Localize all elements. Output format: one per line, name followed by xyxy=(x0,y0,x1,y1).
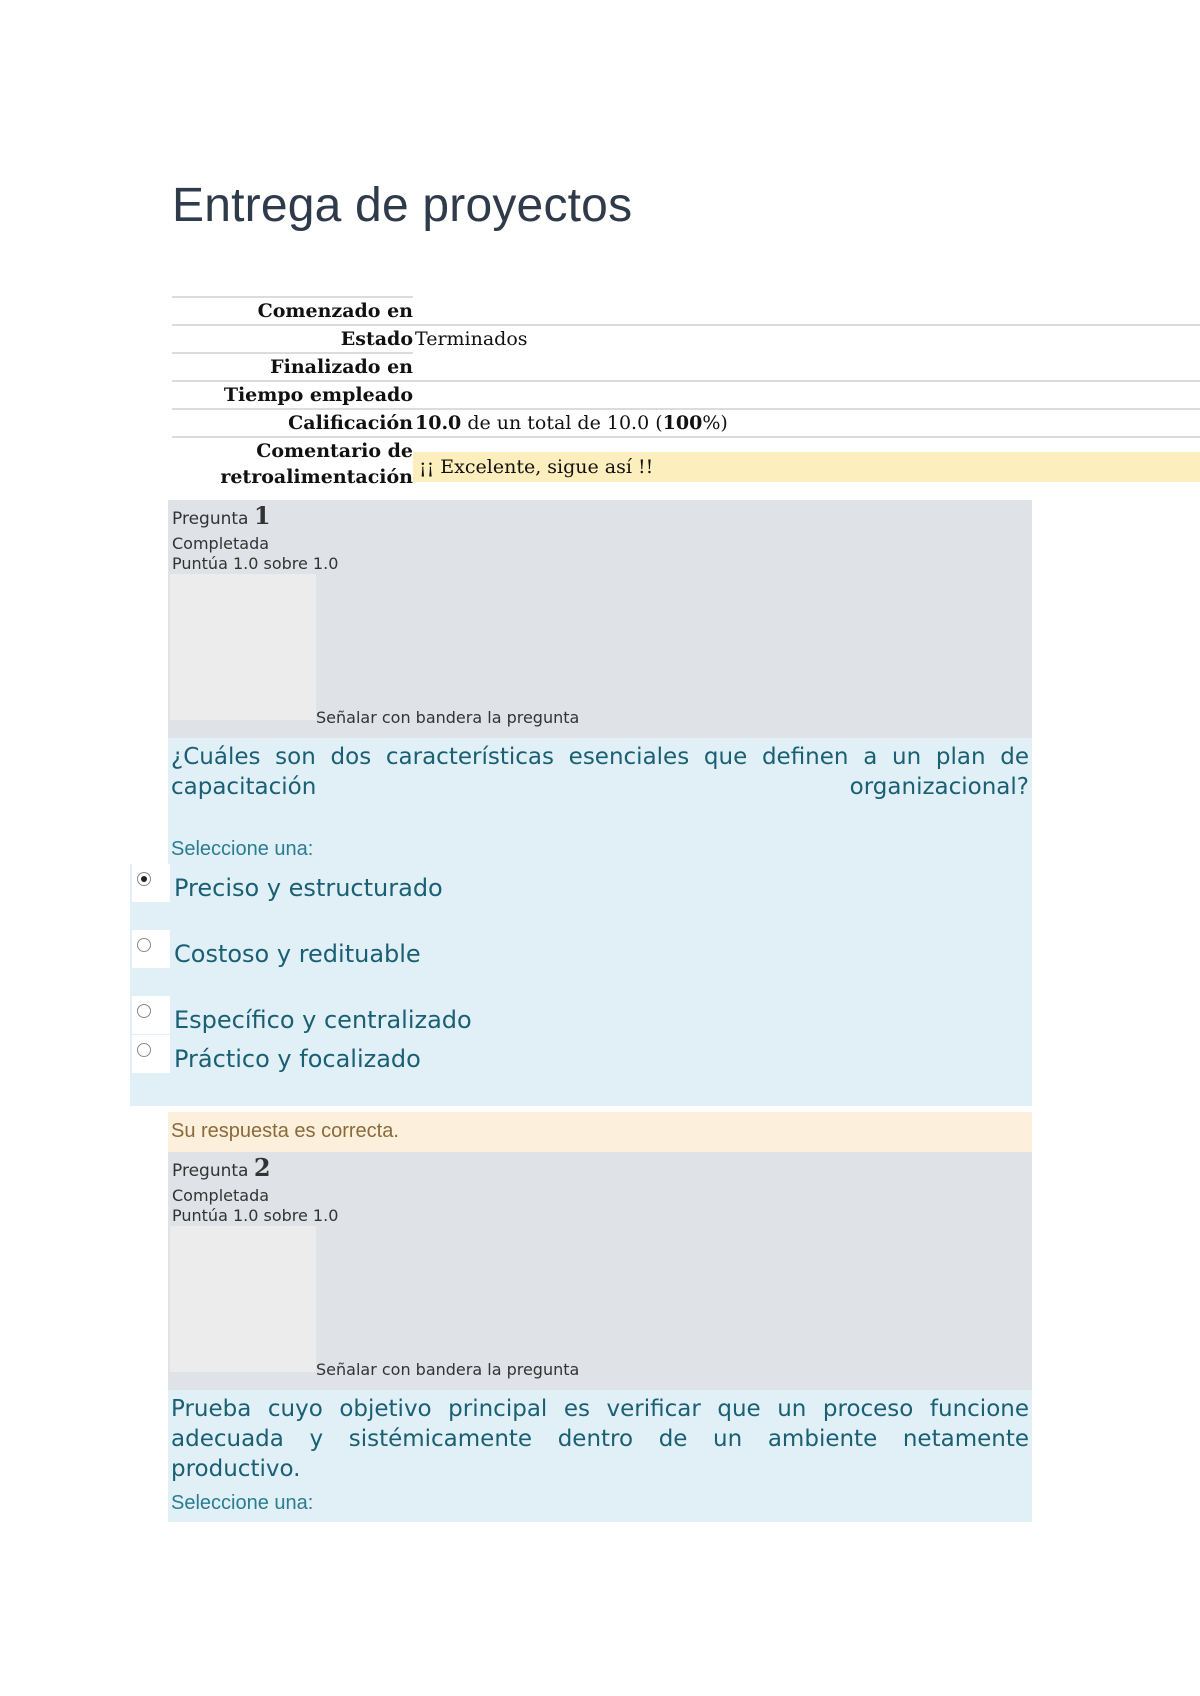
summary-row-grade xyxy=(172,408,1200,436)
answer-option-label: Preciso y estructurado xyxy=(174,874,443,902)
question-2-prefix: Pregunta xyxy=(172,1161,249,1181)
question-2-number: 2 xyxy=(253,1153,271,1182)
question-1-flag-icon[interactable] xyxy=(170,574,316,720)
answer-option[interactable] xyxy=(130,1035,1032,1079)
radio-selected-icon[interactable] xyxy=(137,872,151,886)
grade-label: Calificación xyxy=(288,412,413,434)
question-2-heading xyxy=(172,1153,271,1183)
grade-end: %) xyxy=(702,412,728,434)
question-1-flag-link[interactable]: Señalar con bandera la pregunta xyxy=(316,708,580,727)
attempt-summary-table xyxy=(172,296,1200,490)
answer-option[interactable] xyxy=(130,996,1032,1040)
question-1-select-label: Seleccione una: xyxy=(171,838,314,860)
feedback-label-line-2: retroalimentación xyxy=(220,466,413,488)
status-label: Estado xyxy=(340,328,413,350)
question-2-info xyxy=(168,1152,1032,1390)
radio-icon[interactable] xyxy=(137,1043,151,1057)
grade-value xyxy=(413,410,1200,436)
feedback-label-line-1: Comentario de xyxy=(256,440,413,462)
question-1-heading xyxy=(172,501,271,531)
answer-option-label: Práctico y focalizado xyxy=(174,1045,421,1073)
grade-score: 10.0 xyxy=(415,412,462,434)
answer-option[interactable] xyxy=(130,930,1032,974)
answer-option-label: Específico y centralizado xyxy=(174,1006,472,1034)
question-2-state: Completada xyxy=(172,1186,270,1205)
time-label: Tiempo empleado xyxy=(223,384,413,406)
page-title: Entrega de proyectos xyxy=(172,179,633,232)
question-2-text-line-3: productivo. xyxy=(171,1456,301,1482)
summary-row-status xyxy=(172,324,1200,352)
summary-row-started xyxy=(172,296,413,324)
question-1-number: 1 xyxy=(253,501,271,530)
summary-row-feedback xyxy=(172,436,1200,490)
question-1-prefix: Pregunta xyxy=(172,509,249,529)
status-value: Terminados xyxy=(415,328,528,350)
question-2-select-label: Seleccione una: xyxy=(171,1492,314,1514)
question-1-grade: Puntúa 1.0 sobre 1.0 xyxy=(172,554,339,573)
question-2-flag-icon[interactable] xyxy=(170,1226,316,1372)
feedback-value: ¡¡ Excelente, sigue así !! xyxy=(413,452,1200,482)
question-2-text-line-1: Prueba cuyo objetivo principal es verificar que un proceso funcione xyxy=(171,1396,1029,1422)
feedback-label xyxy=(172,438,413,490)
grade-mid: de un total de 10.0 ( xyxy=(461,412,663,434)
question-1-state: Completada xyxy=(172,534,270,553)
question-1-options xyxy=(130,864,1032,1106)
answer-option-label: Costoso y redituable xyxy=(174,940,421,968)
answer-option[interactable] xyxy=(130,864,1032,908)
question-1-text-line-1: ¿Cuáles son dos características esenciales que definen a un plan de xyxy=(171,744,1029,770)
question-2-text-line-2: adecuada y sistémicamente dentro de un ambiente netamente xyxy=(171,1426,1029,1452)
radio-icon[interactable] xyxy=(137,938,151,952)
started-label: Comenzado en xyxy=(257,300,413,322)
grade-percent: 100 xyxy=(662,412,703,434)
question-1-feedback: Su respuesta es correcta. xyxy=(168,1112,1032,1152)
question-2-flag-link[interactable]: Señalar con bandera la pregunta xyxy=(316,1360,580,1379)
question-1-info xyxy=(168,500,1032,738)
finished-label: Finalizado en xyxy=(270,356,413,378)
summary-row-finished xyxy=(172,352,413,380)
summary-row-time xyxy=(172,380,1200,408)
radio-icon[interactable] xyxy=(137,1004,151,1018)
question-1-text-line-2: capacitación organizacional? xyxy=(171,774,1029,800)
question-2-grade: Puntúa 1.0 sobre 1.0 xyxy=(172,1206,339,1225)
